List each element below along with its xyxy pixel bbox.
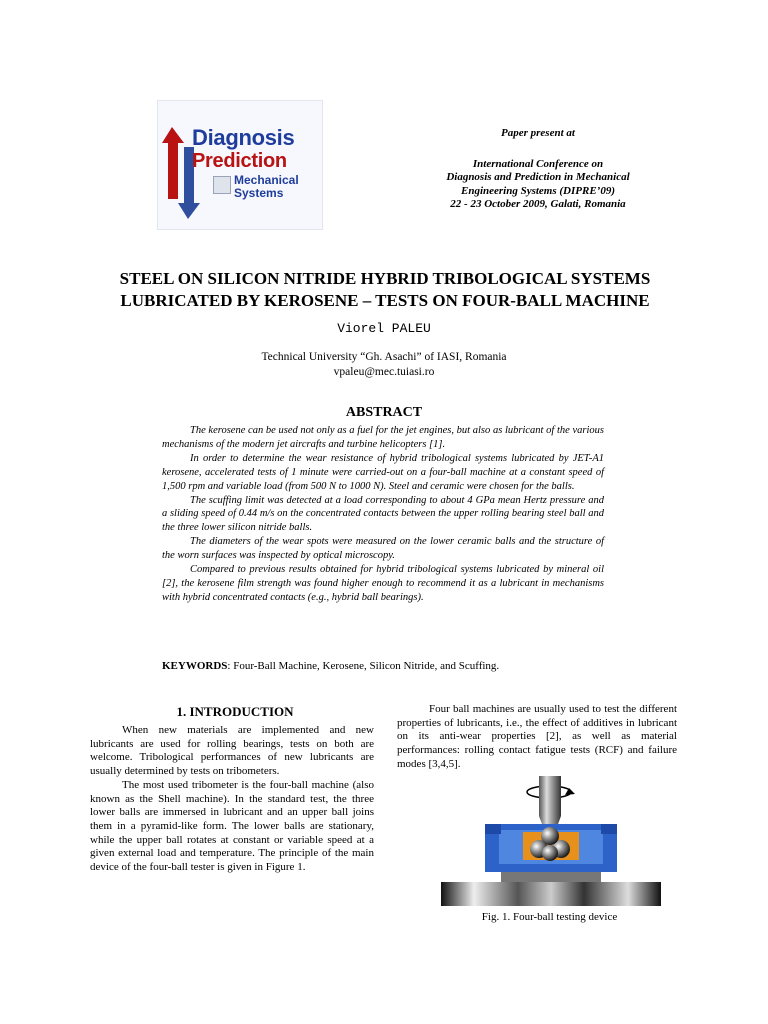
abstract-body	[162, 424, 604, 605]
keywords-label: KEYWORDS	[162, 660, 228, 672]
abstract-paragraph: The diameters of the wear spots were measured on the lower ceramic balls and the structure of the worn surfaces was inspected by optical microscopy.	[162, 536, 604, 562]
institution: Technical University “Gh. Asachi” of IASI, Romania	[261, 351, 507, 363]
author-name: Viorel PALEU	[337, 321, 431, 336]
abstract-heading: ABSTRACT	[345, 405, 423, 420]
abstract-paragraph: Compared to previous results obtained for hybrid tribological systems lubricated by mineral oil [2], the kerosene film strength was found higher enough to recommend it as a lubricant in mechanisms with hybrid concentrated contacts (e.g., hybrid ball bearings).	[162, 564, 604, 603]
lower-ball	[542, 845, 558, 861]
abstract-paragraph: The kerosene can be used not only as a fuel for the jet engines, but also as lubricant of the various mechanisms of the modern jet aircrafts and turbine helicopters [1].	[162, 425, 604, 450]
spindle-shaft	[539, 776, 561, 816]
logo-line-2: Prediction	[192, 150, 287, 172]
abstract-paragraph: The scuffing limit was detected at a load corresponding to about 4 GPa mean Hertz pressure and a sliding speed of 0.44 m/s on the concentrated contacts between the upper rolling bearing steel ball and the three lower silicon nitride balls.	[162, 494, 604, 534]
body-paragraph: The most used tribometer is the four-ball machine (also known as the Shell machine). In the standard test, the three lower balls are immersed in lubricant and an upper ball joins them in a pyramid-like form. The lower balls are stationary, while the upper ball rotates at constant or variable speed at a given external load and temperature. The principle of the main device of the four-ball tester is given in Figure 1.	[90, 778, 374, 874]
abstract-paragraph: In order to determine the wear resistance of hybrid tribological systems lubricated by JET-A1 kerosene, accelerated tests of 1 minute were carried-out on a four-ball machine at a constant speed of 1,500 rpm and variable load (from 500 N to 1000 N). Steel and ceramic were chosen for the balls.	[162, 452, 604, 492]
conference-intro: Paper present at	[501, 127, 575, 139]
logo-line-4-text: Systems	[234, 186, 284, 200]
title-line-1: STEEL ON SILICON NITRIDE HYBRID TRIBOLOGICAL SYSTEMS	[119, 269, 651, 288]
body-paragraph: Four ball machines are usually used to test the different properties of lubricants, i.e., the effect of additives in lubricant on its anti-wear properties [2], as well as material performances: rolling contact fatigue tests (RCF) and failure modes [3,4,5].	[397, 703, 677, 770]
conference-line-1: International Conference on	[472, 157, 604, 170]
paper-title	[60, 268, 710, 312]
left-column	[90, 724, 374, 875]
four-ball-device-figure	[441, 776, 661, 906]
keywords-text: : Four-Ball Machine, Kerosene, Silicon Nitride, and Scuffing.	[227, 660, 500, 672]
conference-line-3: Engineering Systems (DIPRE’09)	[460, 184, 615, 197]
logo-line-1: Diagnosis	[192, 125, 295, 150]
base-stage	[441, 882, 661, 906]
conference-line-4: 22 - 23 October 2009, Galati, Romania	[450, 198, 626, 210]
conference-line-2: Diagnosis and Prediction in Mechanical	[446, 171, 630, 183]
email: vpaleu@mec.tuiasi.ro	[333, 366, 435, 378]
body-paragraph: When new materials are implemented and new lubricants are used for rolling bearings, tests on both are welcome. Tribological performances of new lubricants are usually determined by tests on tribometers.	[90, 724, 374, 778]
introduction-heading: 1. INTRODUCTION	[176, 704, 294, 719]
right-column	[397, 703, 677, 772]
affiliation	[0, 350, 768, 380]
conference-logo	[157, 100, 323, 230]
keywords	[162, 660, 612, 672]
square-icon	[213, 176, 231, 194]
conference-info	[405, 127, 671, 212]
logo-line-3-text: Mechanical	[234, 173, 299, 187]
figure-caption: Fig. 1. Four-ball testing device	[481, 911, 618, 923]
logo-line-3	[234, 174, 299, 200]
upper-ball	[541, 827, 559, 845]
title-line-2: LUBRICATED BY KEROSENE – TESTS ON FOUR-BALL MACHINE	[120, 291, 650, 310]
